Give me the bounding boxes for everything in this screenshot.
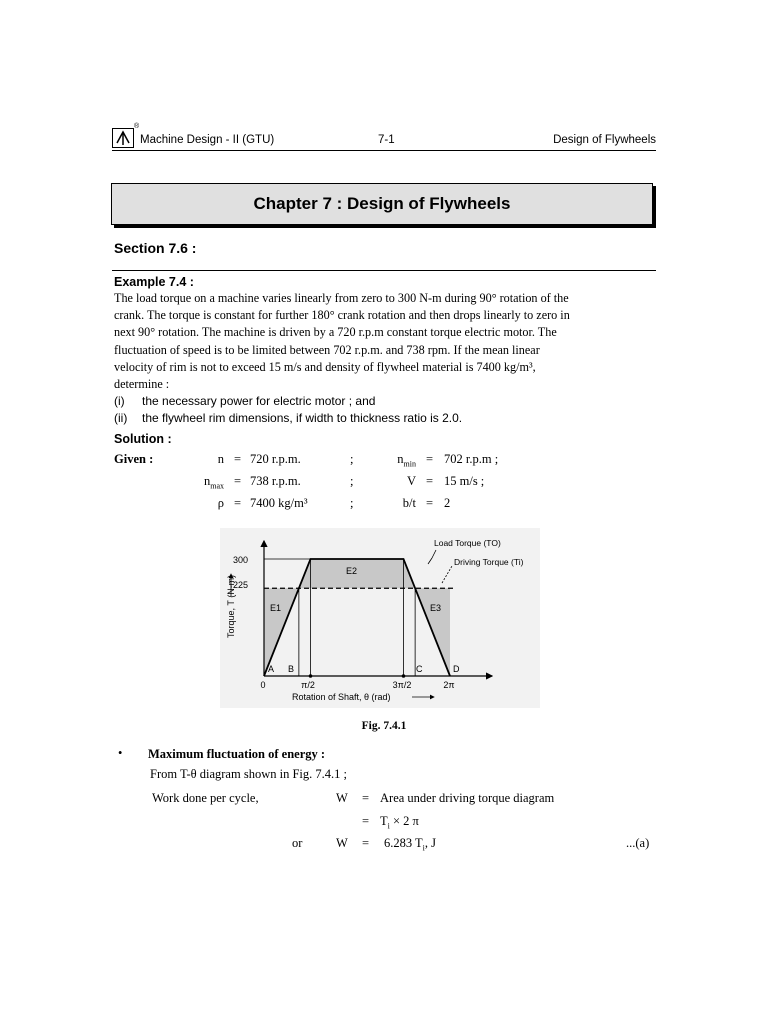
paragraph-line: next 90° rotation. The machine is driven by a 720 r.p.m constant torque electric motor. The [114, 325, 557, 340]
x-axis-label: Rotation of Shaft, θ (rad) [292, 692, 391, 702]
y-tick-300: 300 [232, 555, 248, 565]
figure-panel [220, 528, 540, 708]
example-title: Example 7.4 : [114, 275, 194, 289]
work-line-1: Area under driving torque diagram [380, 791, 555, 805]
point-label-c: C [416, 664, 423, 674]
list-item-number: (ii) [114, 411, 128, 426]
given-subscript: max [210, 481, 224, 491]
work-line-2 [380, 814, 419, 831]
paragraph-line: determine : [114, 377, 170, 392]
work-line-2-symbol: T [380, 814, 388, 828]
equals-sign: = [234, 496, 242, 510]
work-line-2-sub: i [387, 821, 390, 831]
equals-sign: = [426, 496, 434, 510]
work-symbol: W [336, 791, 348, 805]
problem-statement [114, 290, 656, 428]
chapter-title: Chapter 7 : Design of Flywheels [253, 194, 511, 213]
work-line-3-sub: i [422, 843, 425, 853]
chapter-short-title: Design of Flywheels [553, 134, 656, 146]
point-label-a: A [268, 664, 275, 674]
section-heading: Section 7.6 : [114, 240, 197, 256]
registered-mark: ® [134, 123, 140, 130]
region-label-e2: E2 [346, 566, 358, 576]
list-item [114, 393, 656, 410]
point-label-b: B [288, 664, 295, 674]
region-label-e3: E3 [430, 603, 442, 613]
given-value: 7400 kg/m³ [250, 496, 308, 510]
equals-sign: = [234, 452, 242, 466]
equals-sign: = [426, 474, 434, 488]
x-tick-0: 0 [260, 680, 266, 690]
bullet-icon: • [118, 746, 123, 760]
paragraph-line: crank. The torque is constant for further 180° crank rotation and then drops linearly to zero in [114, 308, 570, 323]
work-line-2-rest: × 2 π [389, 814, 419, 828]
equals-sign: = [234, 474, 242, 488]
solution-label: Solution : [114, 432, 172, 446]
publisher-logo-icon [112, 128, 134, 148]
equals-sign: = [362, 791, 370, 805]
list-item-number: (i) [114, 394, 125, 409]
equals-sign: = [426, 452, 434, 466]
paragraph-line: The load torque on a machine varies linearly from zero to 300 N-m during 90° rotation of the [114, 291, 569, 305]
tick-dot-pi-2 [309, 674, 313, 678]
chapter-title-box [111, 183, 653, 225]
point-label-d: D [453, 664, 460, 674]
book-title: Machine Design - II (GTU) [140, 134, 275, 146]
given-symbol: n [203, 474, 211, 488]
separator: ; [350, 452, 354, 466]
given-symbol: V [406, 474, 416, 488]
work-line-3-rest: , J [424, 836, 437, 850]
given-value: 2 [444, 496, 451, 510]
figure-caption: Fig. 7.4.1 [361, 720, 407, 732]
given-symbol: n [217, 452, 224, 466]
given-symbol: n [397, 452, 404, 466]
given-value: 702 r.p.m ; [444, 452, 499, 466]
example-heading [112, 270, 656, 291]
y-tick-225: 225 [232, 580, 248, 590]
list-item [114, 410, 656, 427]
torque-diagram [220, 528, 540, 708]
separator: ; [350, 474, 354, 488]
list-item-text: the necessary power for electric motor ; and [142, 394, 376, 409]
work-symbol: W [336, 836, 348, 850]
x-tick-2pi: 2π [443, 680, 455, 690]
work-line-3-value: 6.283 T [384, 836, 423, 850]
given-label: Given : [114, 452, 154, 466]
given-value: 720 r.p.m. [250, 452, 301, 466]
legend-leader-driving [442, 566, 452, 583]
region-label-e1: E1 [270, 603, 282, 613]
page-header [112, 123, 656, 151]
mfe-intro: From T-θ diagram shown in Fig. 7.4.1 ; [150, 767, 347, 781]
separator: ; [350, 496, 354, 510]
given-symbol: b/t [402, 496, 416, 510]
equals-sign: = [362, 814, 370, 828]
x-tick-pi-2: π/2 [301, 680, 315, 690]
equals-sign: = [362, 836, 370, 850]
legend-load-torque: Load Torque (TO) [434, 538, 501, 548]
page-number: 7-1 [378, 134, 395, 146]
legend-driving-torque: Driving Torque (Ti) [454, 557, 524, 567]
work-line-3 [384, 836, 436, 853]
y-axis-label: Torque, T (N-m) [226, 574, 236, 638]
given-subscript: min [403, 459, 416, 469]
given-value: 738 r.p.m. [250, 474, 301, 488]
legend-leader-load [428, 558, 432, 564]
x-tick-3pi-2: 3π/2 [392, 680, 412, 690]
given-symbol: ρ [217, 496, 224, 510]
tick-dot-3pi-2 [402, 674, 406, 678]
legend-leader-load-top [432, 550, 436, 558]
work-label: Work done per cycle, [152, 791, 259, 805]
paragraph-line: velocity of rim is not to exceed 15 m/s and density of flywheel material is 7400 kg/m³, [114, 359, 536, 374]
mfe-heading: Maximum fluctuation of energy : [148, 747, 326, 761]
given-value: 15 m/s ; [444, 474, 485, 488]
paragraph-line: fluctuation of speed is to be limited between 702 r.p.m. and 738 rpm. If the mean linear [114, 342, 540, 357]
or-label: or [292, 836, 303, 850]
equation-number: ...(a) [626, 836, 650, 850]
list-item-text: the flywheel rim dimensions, if width to thickness ratio is 2.0. [142, 411, 463, 426]
